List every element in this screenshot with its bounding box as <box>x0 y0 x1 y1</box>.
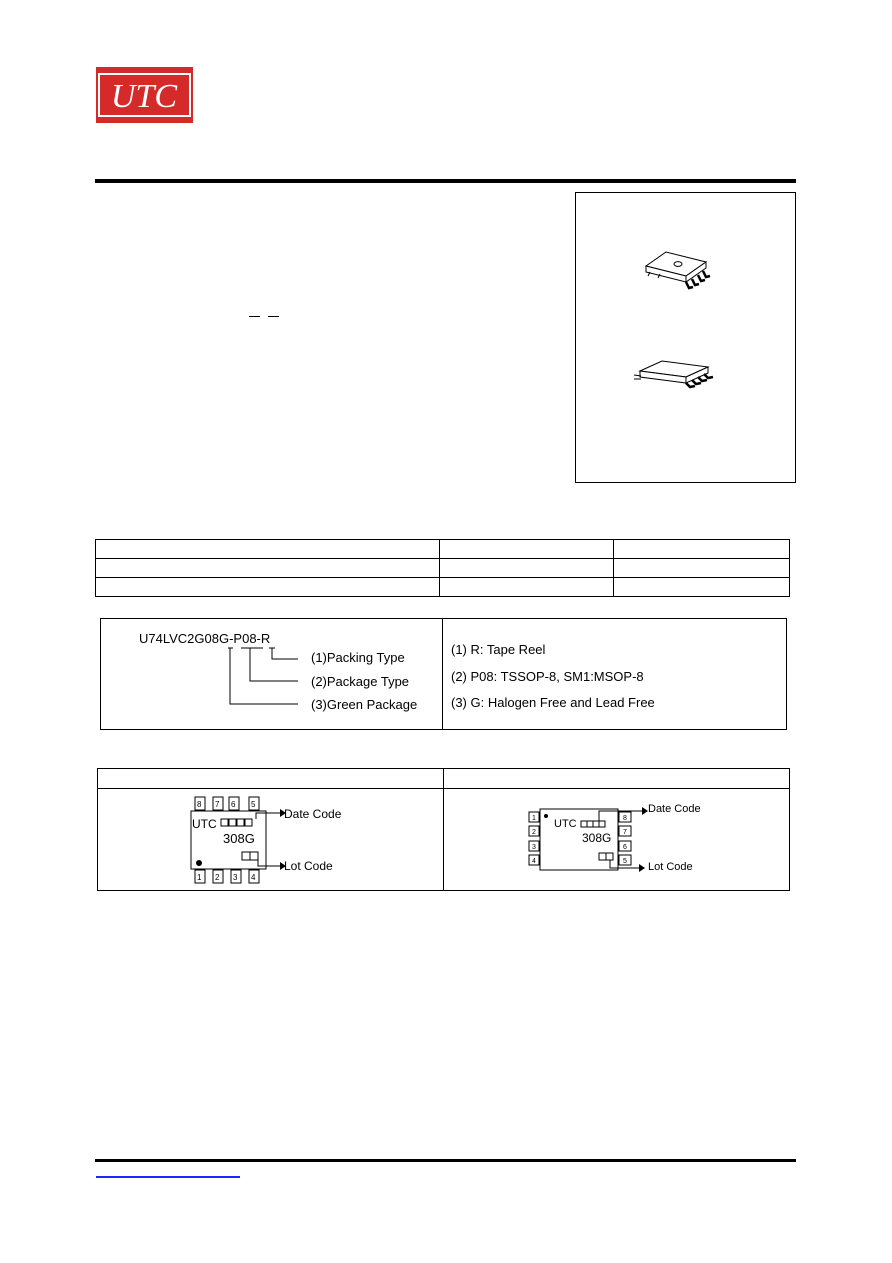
marking-table <box>97 768 790 891</box>
tssop-lot-code-label: Lot Code <box>284 859 333 873</box>
legend-package: (2) P08: TSSOP-8, SM1:MSOP-8 <box>451 669 644 684</box>
tssop-brand: UTC <box>192 817 217 831</box>
tssop-marking-diagram <box>98 789 444 891</box>
legend-packing: (1) R: Tape Reel <box>451 642 546 657</box>
svg-text:5: 5 <box>251 800 256 809</box>
svg-text:1: 1 <box>532 815 536 822</box>
svg-text:6: 6 <box>231 800 236 809</box>
msop-marking-diagram <box>444 789 789 891</box>
table-row <box>98 769 790 789</box>
svg-text:6: 6 <box>623 844 627 851</box>
part-number-box <box>100 618 787 730</box>
msop-package-icon <box>632 357 718 391</box>
part-number-code: U74LVC2G08G-P08-R <box>139 631 271 646</box>
package-type-label: (2)Package Type <box>311 674 410 689</box>
footer-rule <box>95 1159 796 1162</box>
svg-text:8: 8 <box>623 815 627 822</box>
legend-green: (3) G: Halogen Free and Lead Free <box>451 695 655 710</box>
svg-text:2: 2 <box>215 873 220 882</box>
table-row <box>96 578 790 597</box>
package-images-box <box>575 192 796 483</box>
svg-text:1: 1 <box>197 873 202 882</box>
tssop-date-code-label: Date Code <box>284 807 342 821</box>
ordering-table <box>95 539 790 597</box>
msop-brand: UTC <box>554 818 577 830</box>
svg-text:8: 8 <box>197 800 202 809</box>
svg-text:4: 4 <box>251 873 256 882</box>
tssop-device-code: 308G <box>223 831 255 846</box>
footer-website-link[interactable] <box>96 1176 240 1178</box>
svg-text:2: 2 <box>532 829 536 836</box>
msop-device-code: 308G <box>582 831 612 845</box>
table-row <box>96 540 790 559</box>
svg-text:3: 3 <box>233 873 238 882</box>
table-row <box>98 789 790 891</box>
table-row <box>96 559 790 578</box>
tssop-marking-cell <box>98 789 444 891</box>
svg-text:7: 7 <box>623 829 627 836</box>
utc-logo <box>96 67 193 123</box>
green-package-label: (3)Green Package <box>311 697 418 712</box>
logo-text: UTC <box>110 78 178 115</box>
msop-marking-cell <box>444 789 790 891</box>
svg-text:4: 4 <box>532 858 536 865</box>
packing-type-label: (1)Packing Type <box>311 650 405 665</box>
tssop-package-icon <box>640 248 712 298</box>
msop-lot-code-label: Lot Code <box>648 861 693 873</box>
svg-text:5: 5 <box>623 858 627 865</box>
header-rule <box>95 179 796 183</box>
msop-date-code-label: Date Code <box>648 803 701 815</box>
svg-text:3: 3 <box>532 844 536 851</box>
overline-marks <box>249 316 279 318</box>
svg-text:7: 7 <box>215 800 220 809</box>
part-number-divider <box>442 619 443 729</box>
